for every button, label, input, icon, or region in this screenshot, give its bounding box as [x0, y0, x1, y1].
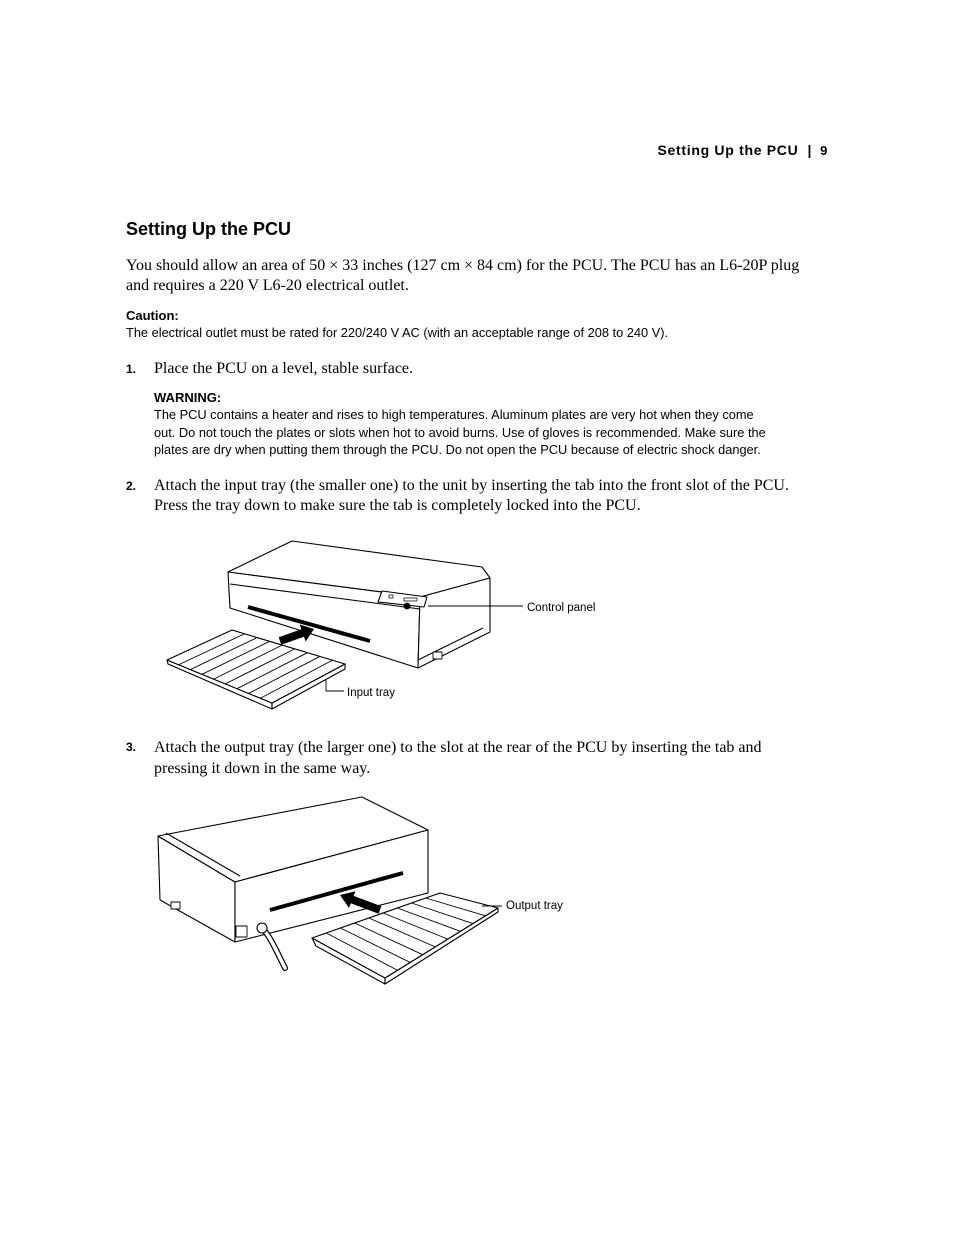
running-header [658, 141, 829, 159]
step-line: Attach the output tray (the larger one) to the slot at the rear of the PCU by inserting the tab and [154, 739, 762, 756]
power-plug [257, 923, 267, 933]
caution-text: The electrical outlet must be rated for 220/240 V AC (with an acceptable range of 208 to 240 V). [126, 325, 669, 340]
power-switch-icon [433, 652, 442, 659]
step-text [154, 737, 762, 779]
power-switch-icon [236, 926, 247, 937]
warning-text [154, 406, 766, 459]
warning-line: plates are dry when putting them through the PCU. Do not open the PCU because of electric shock danger. [154, 442, 761, 457]
warning-line: out. Do not touch the plates or slots when hot to avoid burns. Use of gloves is recommended. Make sure the [154, 424, 766, 440]
input-tray [167, 630, 345, 709]
step-text [154, 476, 789, 516]
step-number: 1. [126, 362, 137, 376]
control-panel-callout: Control panel [527, 602, 596, 614]
step-line: Press the tray down to make sure the tab is completely locked into the PCU. [154, 497, 641, 514]
header-separator: | [807, 142, 813, 158]
page-number: 9 [820, 143, 828, 158]
running-title: Setting Up the PCU [657, 142, 799, 158]
caution-label: Caution: [126, 308, 179, 323]
control-panel-display [404, 598, 417, 601]
port-icon [171, 902, 180, 909]
control-panel-icon [389, 595, 393, 598]
control-panel-button [404, 603, 410, 609]
input-tray-callout: Input tray [347, 687, 395, 699]
intro-line: and requires a 220 V L6-20 electrical outlet. [126, 277, 409, 294]
output-tray-callout: Output tray [506, 900, 563, 912]
step-text [154, 359, 413, 379]
warning-label: WARNING: [154, 390, 222, 405]
step-line: Place the PCU on a level, stable surface. [154, 360, 414, 377]
tray-surface [167, 630, 345, 703]
intro-paragraph [126, 256, 799, 296]
output-tray-figure [150, 790, 590, 990]
step-line: pressing it down in the same way. [154, 760, 371, 777]
step-number: 3. [126, 740, 137, 754]
section-title: Setting Up the PCU [126, 219, 291, 239]
input-tray-leader [326, 680, 344, 691]
step-line: Attach the input tray (the smaller one) to the unit by inserting the tab into the front slot of the PCU. [154, 477, 789, 494]
input-tray-figure [150, 530, 620, 720]
warning-line: The PCU contains a heater and rises to high temperatures. Aluminum plates are very hot when they come [154, 407, 754, 422]
power-cord-fill [262, 928, 285, 968]
step-number: 2. [126, 479, 137, 493]
intro-line: You should allow an area of 50 × 33 inches (127 cm × 84 cm) for the PCU. The PCU has an L6-20P plug [126, 257, 800, 274]
